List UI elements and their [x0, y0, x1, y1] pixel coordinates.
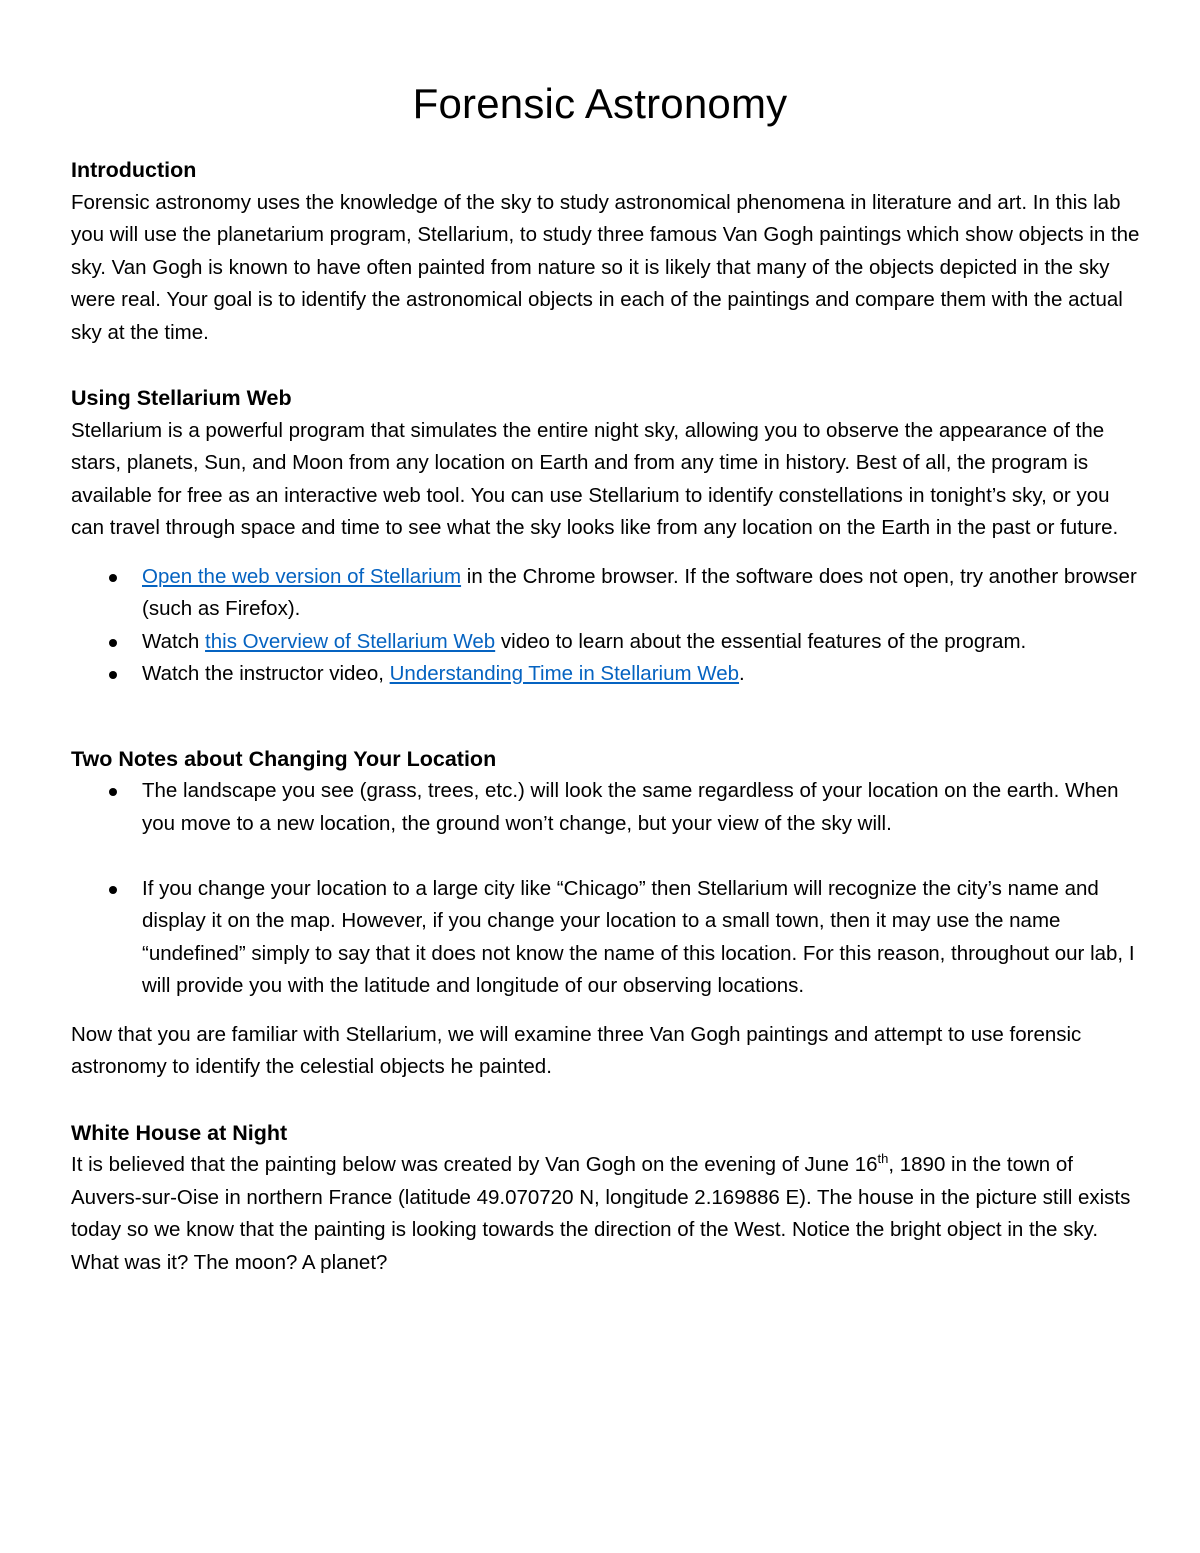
- stellarium-web-link[interactable]: Open the web version of Stellarium: [142, 564, 462, 588]
- list-item: [71, 873, 1141, 1003]
- introduction-paragraph: Forensic astronomy uses the knowledge of the sky to study astronomical phenomena in literature and art. In this lab you will use the planetarium program, Stellarium, to study three famous Van Gogh paintings which show objects in the sky. Van Gogh is known to have often painted from nature so it is likely that many of the objects depicted in the sky were real. Your goal is to identify the astronomical objects in each of the paintings and compare them with the actual sky at the time.: [71, 190, 1140, 344]
- stellarium-paragraph: Stellarium is a powerful program that simulates the entire night sky, allowing you to observe the appearance of the stars, planets, Sun, and Moon from any location on Earth and from any time in history. Best of all, the program is available for free as an interactive web tool. You can use Stellarium to identify constellations in tonight’s sky, or you can travel through space and time to see what the sky looks like from any location on the Earth in the past or future.: [71, 418, 1119, 539]
- ordinal-suffix: th: [877, 1151, 889, 1167]
- list-item: [71, 658, 1141, 691]
- bullet-text: video to learn about the essential features of the program.: [495, 629, 1027, 653]
- location-note-1: The landscape you see (grass, trees, etc.) will look the same regardless of your location on the earth. When you move to a new location, the ground won’t change, but your view of the sky will.: [142, 779, 1119, 835]
- bullet-icon: [109, 639, 117, 647]
- white-house-heading: White House at Night: [71, 1120, 288, 1145]
- list-item: [71, 626, 1141, 659]
- bullet-icon: [109, 886, 117, 894]
- stellarium-section: [71, 382, 1141, 691]
- white-house-section: [71, 1117, 1141, 1280]
- page-title: Forensic Astronomy: [412, 80, 788, 127]
- list-item: [71, 775, 1141, 840]
- list-item: [71, 561, 1141, 626]
- white-house-text-end: , 1890 in the town of Auvers-sur-Oise in northern France (latitude 49.070720 N, longitude 2.169886 E). The house in the picture still exists today so we know that the painting is looking towards the direction of the West. Notice the bright object in the sky. What was it? The moon? A planet?: [71, 1153, 1131, 1274]
- bullet-icon: [109, 788, 117, 796]
- bullet-text: Watch: [142, 629, 206, 653]
- bullet-text: .: [739, 662, 745, 685]
- bullet-icon: [109, 671, 117, 679]
- white-house-text-start: It is believed that the painting below was created by Van Gogh on the evening of June 16: [71, 1153, 878, 1176]
- overview-video-link[interactable]: this Overview of Stellarium Web: [205, 629, 496, 653]
- transition-paragraph: Now that you are familiar with Stellarium, we will examine three Van Gogh paintings and attempt to use forensic astronomy to identify the celestial objects he painted.: [71, 1022, 1082, 1078]
- bullet-text: Watch the instructor video,: [142, 662, 390, 685]
- introduction-heading: Introduction: [71, 158, 197, 182]
- stellarium-heading: Using Stellarium Web: [71, 386, 292, 410]
- time-video-link[interactable]: Understanding Time in Stellarium Web: [389, 662, 740, 685]
- location-heading: Two Notes about Changing Your Location: [71, 746, 497, 771]
- stellarium-bullet-list: [71, 561, 1141, 691]
- white-house-paragraph: [71, 1149, 1141, 1279]
- location-bullet-list: [71, 775, 1141, 1003]
- bullet-icon: [109, 574, 117, 582]
- bullet-text: in the Chrome browser. If the software does not open, try another browser (such as Firefox).: [142, 564, 1137, 620]
- location-note-2: If you change your location to a large city like “Chicago” then Stellarium will recognize the city’s name and display it on the map. However, if you change your location to a small town, then it may use the name “undefined” simply to say that it does not know the name of this location. For this reason, throughout our lab, I will provide you with the latitude and longitude of our observing locations.: [142, 876, 1135, 997]
- document-body: [71, 154, 1141, 1279]
- introduction-section: [71, 154, 1141, 349]
- location-section: [71, 743, 1141, 1003]
